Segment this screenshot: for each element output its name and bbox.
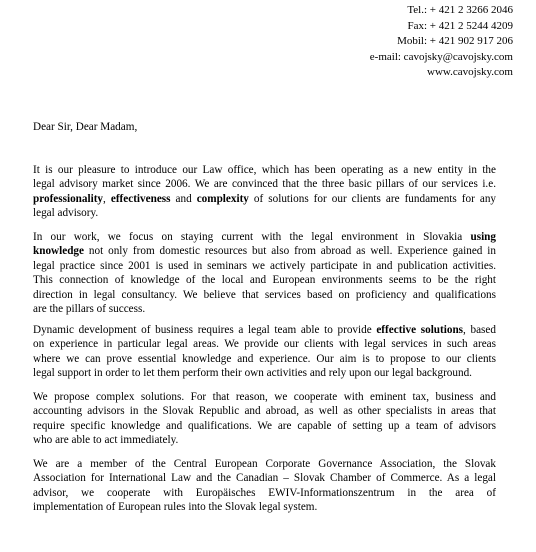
- paragraph-line: accounting advisors in the Slovak Republic and abroad, as well as other specialists in areas that: [33, 405, 496, 418]
- paragraph-line: We are a member of the Central European Corporate Governance Association, the Slovak: [33, 458, 496, 470]
- contact-fax: Fax: + 421 2 5244 4209: [407, 19, 513, 32]
- paragraph-line: [33, 230, 496, 244]
- paragraph-memberships: [33, 457, 496, 515]
- paragraph-text: of solutions for our clients are fundaments for any: [248, 192, 497, 205]
- paragraph-text: ,: [103, 192, 111, 205]
- paragraph-line: advisor, we cooperate with Europäisches EWIV-Informationszentrum in the area of: [33, 486, 496, 499]
- paragraph-line: [33, 323, 496, 337]
- contact-phone: Tel.: + 421 2 3266 2046: [407, 4, 513, 16]
- paragraph-line: legal advisory.: [33, 207, 99, 220]
- paragraph-line: [33, 244, 496, 258]
- paragraph-line: who are able to act immediately.: [33, 434, 179, 447]
- paragraph-line: require specific knowledge and qualifications. We are capable of setting up a team of advisors: [33, 419, 496, 432]
- paragraph-line: Association for International Law and the Canadian – Slovak Chamber of Commerce. As a legal: [33, 472, 496, 485]
- paragraph-complex-solutions: [33, 390, 496, 448]
- paragraph-line: legal support in order to let them perform their own activities and rely upon our legal background.: [33, 367, 472, 380]
- paragraph-line: We propose complex solutions. For that reason, we cooperate with eminent tax, business and: [33, 391, 496, 403]
- contact-mobile: Mobil: + 421 902 917 206: [397, 35, 513, 47]
- paragraph-solutions: [33, 323, 496, 381]
- paragraph-line: are the pillars of success.: [33, 303, 146, 316]
- paragraph-line: direction in legal consultancy. We believe that services based on proficiency and qualifications: [33, 288, 496, 301]
- paragraph-line: [33, 192, 496, 206]
- bold-term-professionality: professionality: [33, 192, 104, 205]
- contact-website: www.cavojsky.com: [427, 66, 513, 78]
- paragraph-introduction: [33, 163, 496, 221]
- paragraph-text: Dynamic development of business requires a legal team able to provide: [33, 324, 377, 336]
- bold-term-knowledge: knowledge: [33, 245, 84, 258]
- paragraph-line: where we can prove essential knowledge and experience. Our aim is to propose to our clients: [33, 352, 496, 365]
- paragraph-line: implementation of European rules into the Slovak legal system.: [33, 501, 318, 514]
- bold-term-complexity: complexity: [196, 192, 249, 205]
- paragraph-text: , based: [463, 324, 496, 336]
- letter-greeting: Dear Sir, Dear Madam,: [33, 121, 138, 133]
- paragraph-text: In our work, we focus on staying current with the legal environment in Slovakia: [33, 231, 471, 243]
- paragraph-line: legal practice since 2001 is used in seminars we actively participate in and publication activities.: [33, 259, 496, 272]
- bold-term-effective-solutions: effective solutions: [376, 324, 464, 336]
- contact-email: e-mail: cavojsky@cavojsky.com: [369, 50, 513, 63]
- paragraph-line: legal advisory market since 2006. We are convinced that the three basic pillars of our services i.e.: [33, 178, 496, 191]
- paragraph-line: It is our pleasure to introduce our Law office, which has been operating as a new entity in the: [33, 164, 496, 176]
- bold-term-effectiveness: effectiveness: [110, 192, 171, 205]
- paragraph-line: This connection of knowledge of the local and European environments seems to be the right: [33, 274, 496, 287]
- paragraph-line: on experience in particular legal areas. We provide our clients with legal services in such areas: [33, 338, 496, 351]
- contact-block: [370, 3, 513, 81]
- paragraph-text: not only from domestic resources but also from abroad as well. Experience gained in: [83, 245, 496, 258]
- paragraph-knowledge: [33, 230, 496, 316]
- bold-term-using: using: [470, 231, 496, 243]
- paragraph-text: and: [170, 192, 197, 205]
